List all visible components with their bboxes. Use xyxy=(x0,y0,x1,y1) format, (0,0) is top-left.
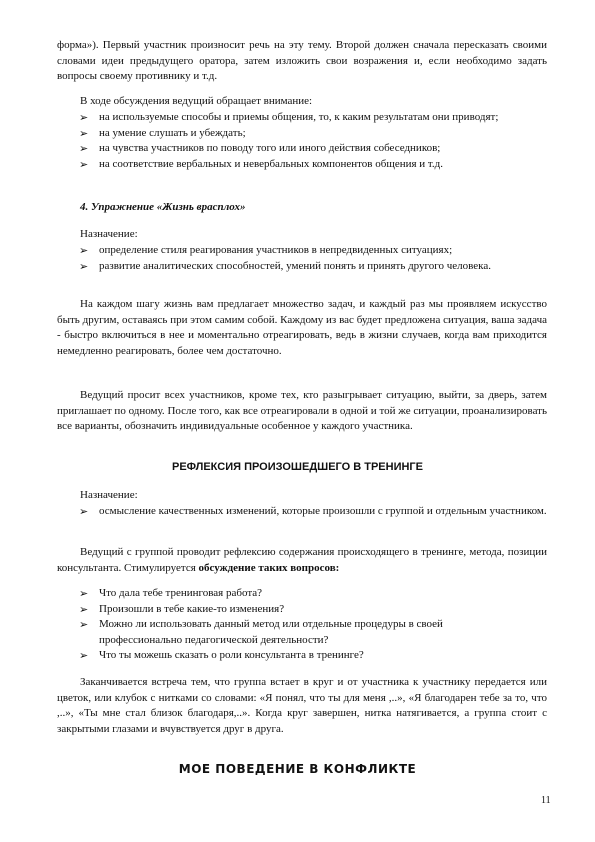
attention-list xyxy=(79,110,547,172)
arrow-bullet-icon: ➢ xyxy=(79,244,89,257)
arrow-bullet-icon: ➢ xyxy=(79,157,89,171)
reflection-purpose-list xyxy=(79,504,547,520)
continuation-paragraph: форма»). Первый участник произносит речь на эту тему. Второй должен сначала пересказать своими словами идеи предыдущего оратора, затем изложить свои возражения и, если необходимо задать вопросы своему противнику и т.д. xyxy=(57,39,547,82)
list-item: ➢ Можно ли использовать данный метод или отдельные процедуры в своей профессионально педагогической деятельности? xyxy=(79,618,443,646)
list-item: ➢ Произошли в тебе какие-то изменения? xyxy=(79,602,285,616)
arrow-bullet-icon: ➢ xyxy=(79,505,89,518)
arrow-bullet-icon: ➢ xyxy=(79,618,89,631)
list-item: ➢ Что ты можешь сказать о роли консультанта в тренинге? xyxy=(79,649,364,662)
list-item: ➢ на умение слушать и убеждать; xyxy=(79,126,246,140)
purpose-label: Назначение: xyxy=(80,228,138,240)
arrow-bullet-icon: ➢ xyxy=(79,602,89,616)
purpose-label: Назначение: xyxy=(80,489,138,501)
attention-intro: В ходе обсуждения ведущий обращает внимание: xyxy=(80,95,313,107)
list-item: ➢ на соответствие вербальных и невербальных компонентов общения и т.д. xyxy=(79,157,443,171)
list-item: ➢ осмысление качественных изменений, которые произошли с группой и отдельным участником. xyxy=(79,505,547,518)
conflict-heading: МОЕ ПОВЕДЕНИЕ В КОНФЛИКТЕ xyxy=(178,762,417,776)
arrow-bullet-icon: ➢ xyxy=(79,111,89,124)
list-item: ➢ на используемые способы и приемы общения, то, к каким результатам они приводят; xyxy=(79,111,499,124)
arrow-bullet-icon: ➢ xyxy=(79,587,89,600)
exercise-4-paragraph-1: На каждом шагу жизнь вам предлагает множество задач, и каждый раз мы проявляем искусство быть другим, оставаясь при этом самим собой. Каждому из вас будет предложена ситуация, ваша задача - быстро включиться в нее и моментально отреагировать, ведь в жизни случаев, когда вам приходится немедленно реагировать, более чем достаточно. xyxy=(57,298,547,357)
exercise-4-purpose-list xyxy=(79,243,519,274)
closing-paragraph: Заканчивается встреча тем, что группа встает в круг и от участника к участнику передается или цветок, или клубок с нитками со словами: «Я понял, что ты для меня ,..», «Я благодарен тебе за то, что ,..», «Ты мне стал близок благодаря,..». Когда круг завершен, нитка натягивается, а группа стоит с закрытыми глазами и вчувствуется друг в друга. xyxy=(57,676,547,735)
arrow-bullet-icon: ➢ xyxy=(79,259,89,273)
list-item: ➢ развитие аналитических способностей, умений понять и принять другого человека. xyxy=(79,259,491,273)
arrow-bullet-icon: ➢ xyxy=(79,649,89,662)
arrow-bullet-icon: ➢ xyxy=(79,142,89,155)
reflection-paragraph: Ведущий с группой проводит рефлексию содержания происходящего в тренинге, метода, позиции консультанта. Стимулируется обсуждение таких вопросов: xyxy=(57,546,547,574)
page-number: 11 xyxy=(541,795,551,806)
arrow-bullet-icon: ➢ xyxy=(79,126,89,140)
reflection-heading: РЕФЛЕКСИЯ ПРОИЗОШЕДШЕГО В ТРЕНИНГЕ xyxy=(171,461,424,473)
list-item: ➢ Что дала тебе тренинговая работа? xyxy=(79,587,263,600)
list-item: ➢ на чувства участников по поводу того или иного действия собеседников; xyxy=(79,142,441,155)
exercise-4-paragraph-2: Ведущий просит всех участников, кроме тех, кто разыгрывает ситуацию, выйти, за дверь, затем приглашает по одному. После того, как все отреагировали в одной и той же ситуации, проанализировать все варианты, обозначить индивидуальные особенное у каждого участника. xyxy=(57,389,547,432)
exercise-4-title: 4. Упражнение «Жизнь врасплох» xyxy=(80,201,246,213)
list-item: ➢ определение стиля реагирования участников в непредвиденных ситуациях; xyxy=(79,244,453,257)
questions-list xyxy=(79,586,519,664)
